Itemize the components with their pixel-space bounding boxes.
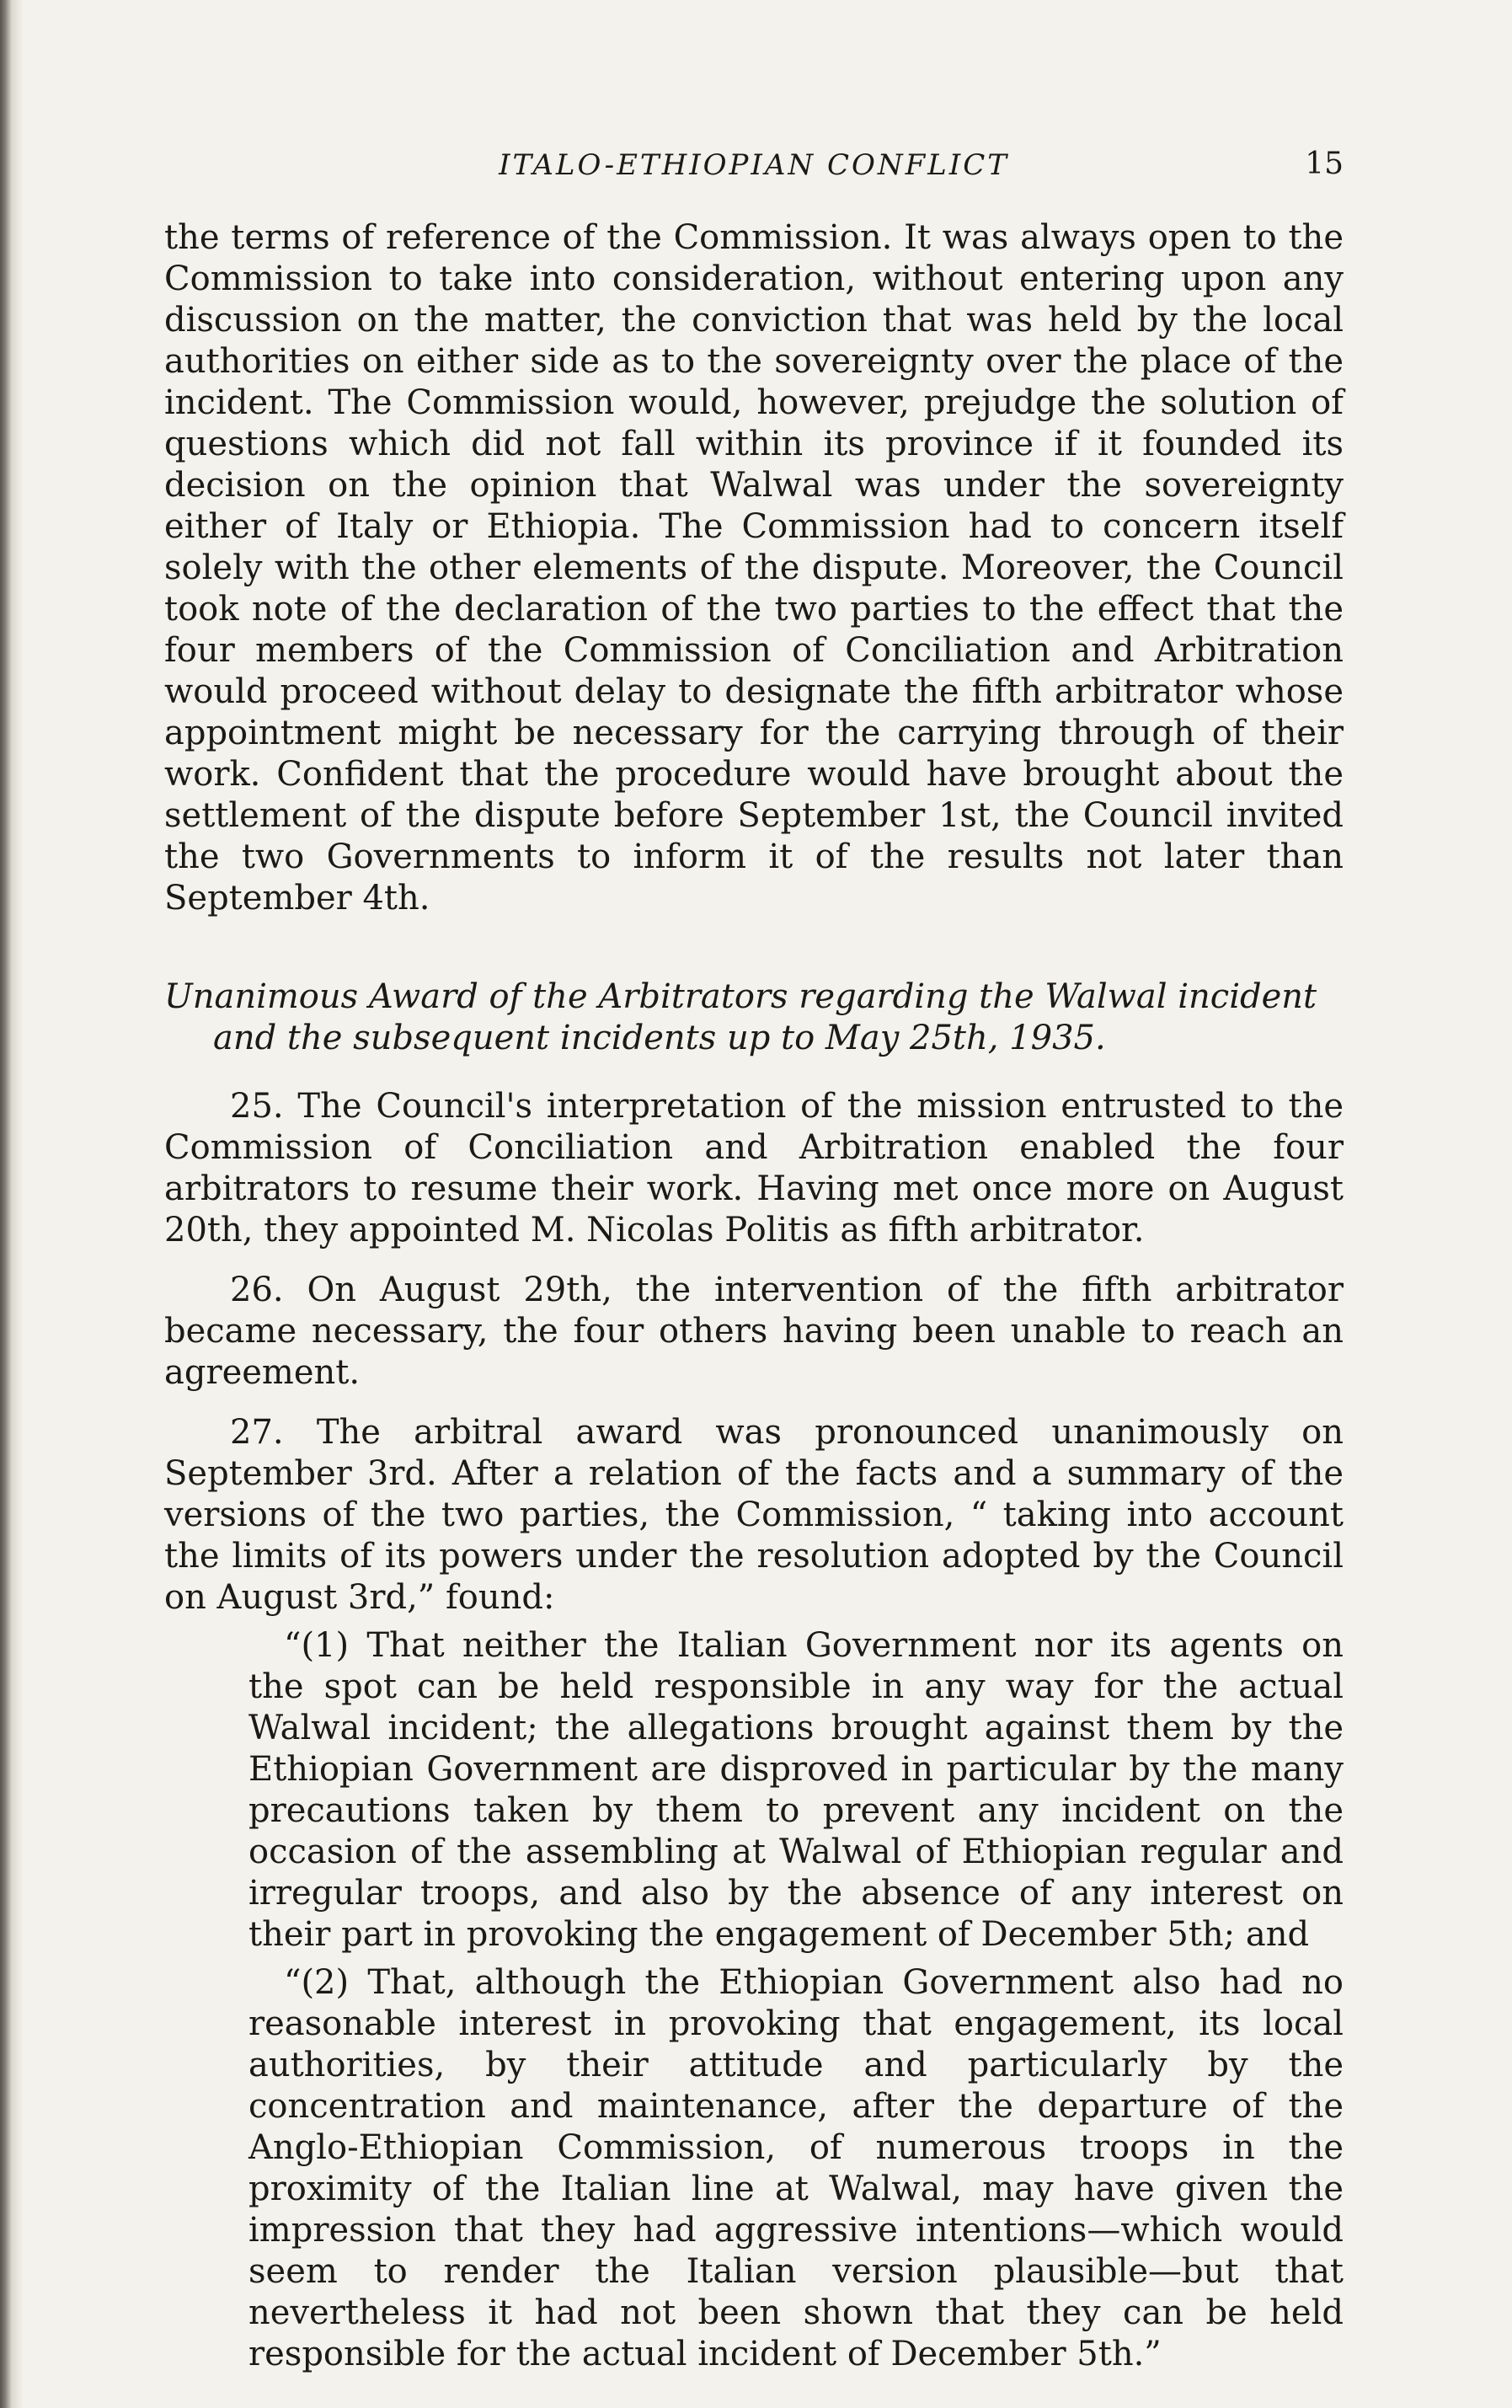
running-head bbox=[164, 143, 1344, 194]
award-finding-2: “(2) That, although the Ethiopian Government also had no reasonable interest in provoking that engagement, its local authorities, by their attitude and particularly by the concentration and maintenance, after the departure of the Anglo-Ethiopian Commission, of numerous troops in the proximity of the Italian line at Walwal, may have given the impression that they had aggressive intentions—which would seem to render the Italian version plausible—but that nevertheless it had not been shown that they can be held responsible for the actual incident of December 5th.” bbox=[248, 1963, 1344, 2373]
page-number: 15 bbox=[1305, 147, 1344, 181]
paragraph-27: 27. The arbitral award was pronounced unanimously on September 3rd. After a relation of the facts and a summary of the versions of the two parties, the Commission, “ taking into account the limits of its powers under the resolution adopted by the Council on August 3rd,” found: bbox=[164, 1413, 1344, 1617]
section-heading: Unanimous Award of the Arbitrators regarding the Walwal incident and the subsequent incidents up to May 25th, 1935. bbox=[164, 977, 1317, 1057]
award-finding-1: “(1) That neither the Italian Government nor its agents on the spot can be held responsible in any way for the actual Walwal incident; the allegations brought against them by the Ethiopian Government are disproved in particular by the many precautions taken by them to prevent any incident on the occasion of the assembling at Walwal of Ethiopian regular and irregular troops, and also by the absence of any interest on their part in provoking the engagement of December 5th; and bbox=[248, 1626, 1344, 1954]
paragraph-26: 26. On August 29th, the intervention of the fifth arbitrator became necessary, the four others having been unable to reach an agreement. bbox=[164, 1271, 1344, 1392]
running-title: ITALO-ETHIOPIAN CONFLICT bbox=[499, 148, 1009, 182]
continued-paragraph: the terms of reference of the Commission. It was always open to the Commission to take into consideration, without entering upon any discussion on the matter, the conviction that was held by the local authorities on either side as to the sovereignty over the place of the incident. The Commission would, however, prejudge the solution of questions which did not fall within its province if it founded its decision on the opinion that Walwal was under the sovereignty either of Italy or Ethiopia. The Commission had to concern itself solely with the other elements of the dispute. Moreover, the Council took note of the declaration of the two parties to the effect that the four members of the Commission of Conciliation and Arbitration would proceed without delay to designate the fifth arbitrator whose appointment might be necessary for the carrying through of their work. Confident that the procedure would have brought about the settlement of the dispute before September 1st, the Council invited the two Governments to inform it of the results not later than September 4th. bbox=[164, 218, 1344, 918]
paragraph-25: 25. The Council's interpretation of the mission entrusted to the Commission of Conciliation and Arbitration enabled the four arbitrators to resume their work. Having met once more on August 20th, they appointed M. Nicolas Politis as fifth arbitrator. bbox=[164, 1087, 1344, 1249]
document-page bbox=[164, 143, 1344, 2382]
binding-edge-shadow bbox=[0, 0, 24, 2408]
